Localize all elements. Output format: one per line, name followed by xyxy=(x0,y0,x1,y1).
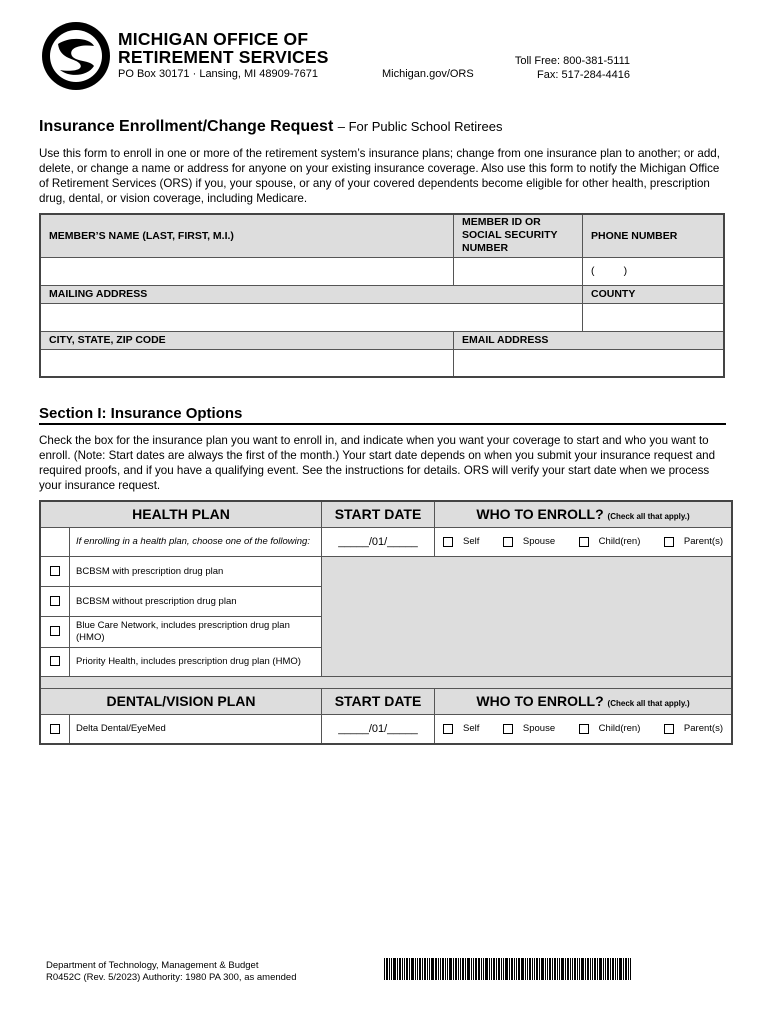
checkbox-icon[interactable] xyxy=(579,537,589,547)
footer-dept: Department of Technology, Management & Budget xyxy=(46,960,259,971)
mailing-address-label: MAILING ADDRESS xyxy=(40,285,583,303)
checkbox-icon[interactable] xyxy=(443,724,453,734)
section1-text: Check the box for the insurance plan you want to enroll in, and indicate when you want your coverage to start and who you want to enroll. (Note: Start dates are always the first of the month.) Your start date depends on when you submit your insurance request and required proofs, and if you have a qualifying event. See the instructions for details. ORS will verify your start date when we process your insurance request. xyxy=(39,434,716,492)
city-state-zip-field[interactable] xyxy=(40,349,454,377)
dental-who-children[interactable] xyxy=(579,723,641,734)
health-who-header xyxy=(435,501,733,527)
spouse-label: Spouse xyxy=(522,723,556,735)
form-intro: Use this form to enroll in one or more of the retirement system’s insurance plans; change from one insurance plan to another; or add, delete, or change a name or address for anyone on your existing insurance coverage. Also use this form to notify the Michigan Office of Retirement Services (ORS) if you, your spouse, or any of your covered dependents become eligible for other health, prescription drug, dental, or vision coverage, including Medicare. xyxy=(39,147,720,205)
section-separator xyxy=(40,676,732,688)
health-shaded-area xyxy=(322,556,733,676)
plan-checkbox-bcn[interactable] xyxy=(40,616,70,647)
health-who-parents[interactable] xyxy=(664,536,723,547)
health-start-date-header: START DATE xyxy=(322,501,435,527)
plan-checkbox-delta[interactable] xyxy=(40,714,70,744)
dental-start-date-header: START DATE xyxy=(322,688,435,714)
member-id-label: MEMBER ID OR SOCIAL SECURITY NUMBER xyxy=(454,214,583,257)
county-label: COUNTY xyxy=(583,285,725,303)
mailing-address-field[interactable] xyxy=(40,303,583,331)
member-info-table xyxy=(39,213,725,378)
email-label: EMAIL ADDRESS xyxy=(454,331,725,349)
footer xyxy=(46,960,297,984)
health-who-spouse[interactable] xyxy=(503,536,555,547)
plan-bcn: Blue Care Network, includes prescription drug plan (HMO) xyxy=(70,616,322,647)
dental-who-self[interactable] xyxy=(443,723,479,734)
health-who-self[interactable] xyxy=(443,536,479,547)
health-who-children[interactable] xyxy=(579,536,641,547)
phone-label: PHONE NUMBER xyxy=(583,214,725,257)
checkbox-icon[interactable] xyxy=(503,724,513,734)
checkbox-icon[interactable] xyxy=(664,537,674,547)
checkbox-icon[interactable] xyxy=(50,724,60,734)
member-name-field[interactable] xyxy=(40,257,454,285)
member-name-label: MEMBER’S NAME (LAST, FIRST, M.I.) xyxy=(40,214,454,257)
insurance-options-table xyxy=(39,500,733,745)
checkbox-icon[interactable] xyxy=(443,537,453,547)
section1-title: Section I: Insurance Options xyxy=(39,405,243,422)
city-state-zip-label: CITY, STATE, ZIP CODE xyxy=(40,331,454,349)
instruction-spacer xyxy=(40,527,70,556)
parents-label: Parent(s) xyxy=(683,536,723,547)
plan-priority: Priority Health, includes prescription drug plan (HMO) xyxy=(70,647,322,676)
self-label: Self xyxy=(463,723,480,735)
children-label: Child(ren) xyxy=(598,723,641,735)
checkbox-icon[interactable] xyxy=(50,596,60,606)
footer-form-id: R0452C (Rev. 5/2023) Authority: 1980 PA 300, as amended xyxy=(46,972,297,983)
barcode-icon xyxy=(384,958,690,980)
plan-checkbox-bcbsm-no-rx[interactable] xyxy=(40,586,70,616)
dental-who-spouse[interactable] xyxy=(503,723,555,734)
health-who-title: WHO TO ENROLL? xyxy=(476,506,604,523)
org-name-line1: MICHIGAN OFFICE OF xyxy=(118,29,309,49)
org-website: Michigan.gov/ORS xyxy=(382,68,474,80)
form-title-main: Insurance Enrollment/Change Request xyxy=(39,118,334,135)
checkbox-icon[interactable] xyxy=(50,566,60,576)
plan-checkbox-bcbsm-rx[interactable] xyxy=(40,556,70,586)
member-id-field[interactable] xyxy=(454,257,583,285)
form-title xyxy=(39,118,502,136)
plan-checkbox-priority[interactable] xyxy=(40,647,70,676)
dental-who-title: WHO TO ENROLL? xyxy=(476,693,604,709)
toll-free: Toll Free: 800-381-5111 xyxy=(514,55,630,67)
county-field[interactable] xyxy=(583,303,725,331)
email-field[interactable] xyxy=(454,349,725,377)
contact-numbers xyxy=(470,54,630,82)
health-who-note: (Check all that apply.) xyxy=(607,512,690,522)
section1-divider xyxy=(39,423,726,425)
fax: Fax: 517-284-4416 xyxy=(537,69,630,81)
org-address: PO Box 30171 · Lansing, MI 48909-7671 xyxy=(118,68,318,80)
spouse-label: Spouse xyxy=(522,536,556,547)
parents-label: Parent(s) xyxy=(683,723,723,735)
plan-bcbsm-rx: BCBSM with prescription drug plan xyxy=(70,556,322,586)
plan-bcbsm-no-rx: BCBSM without prescription drug plan xyxy=(70,586,322,616)
health-plan-header: HEALTH PLAN xyxy=(40,501,322,527)
dental-plan-header: DENTAL/VISION PLAN xyxy=(40,688,322,714)
dental-who-note: (Check all that apply.) xyxy=(607,699,690,708)
checkbox-icon[interactable] xyxy=(579,724,589,734)
health-instruction: If enrolling in a health plan, choose one of the following: xyxy=(70,527,322,556)
dental-who-parents[interactable] xyxy=(664,723,723,734)
checkbox-icon[interactable] xyxy=(50,656,60,666)
form-subtitle: – For Public School Retirees xyxy=(337,119,503,134)
health-who-options xyxy=(435,527,733,556)
checkbox-icon[interactable] xyxy=(503,537,513,547)
dental-who-options xyxy=(435,714,733,744)
plan-delta: Delta Dental/EyeMed xyxy=(70,714,322,744)
dental-start-date-field[interactable]: _____/01/_____ xyxy=(322,714,435,744)
dental-who-header xyxy=(435,688,733,714)
road-logo-icon xyxy=(50,30,102,82)
checkbox-icon[interactable] xyxy=(664,724,674,734)
health-start-date-field[interactable]: _____/01/_____ xyxy=(322,527,435,556)
org-name-line2: RETIREMENT SERVICES xyxy=(118,47,329,67)
children-label: Child(ren) xyxy=(598,536,641,547)
ors-logo-inner xyxy=(50,30,102,82)
checkbox-icon[interactable] xyxy=(50,626,60,636)
self-label: Self xyxy=(463,536,480,547)
phone-field[interactable]: ( ) xyxy=(583,257,725,285)
